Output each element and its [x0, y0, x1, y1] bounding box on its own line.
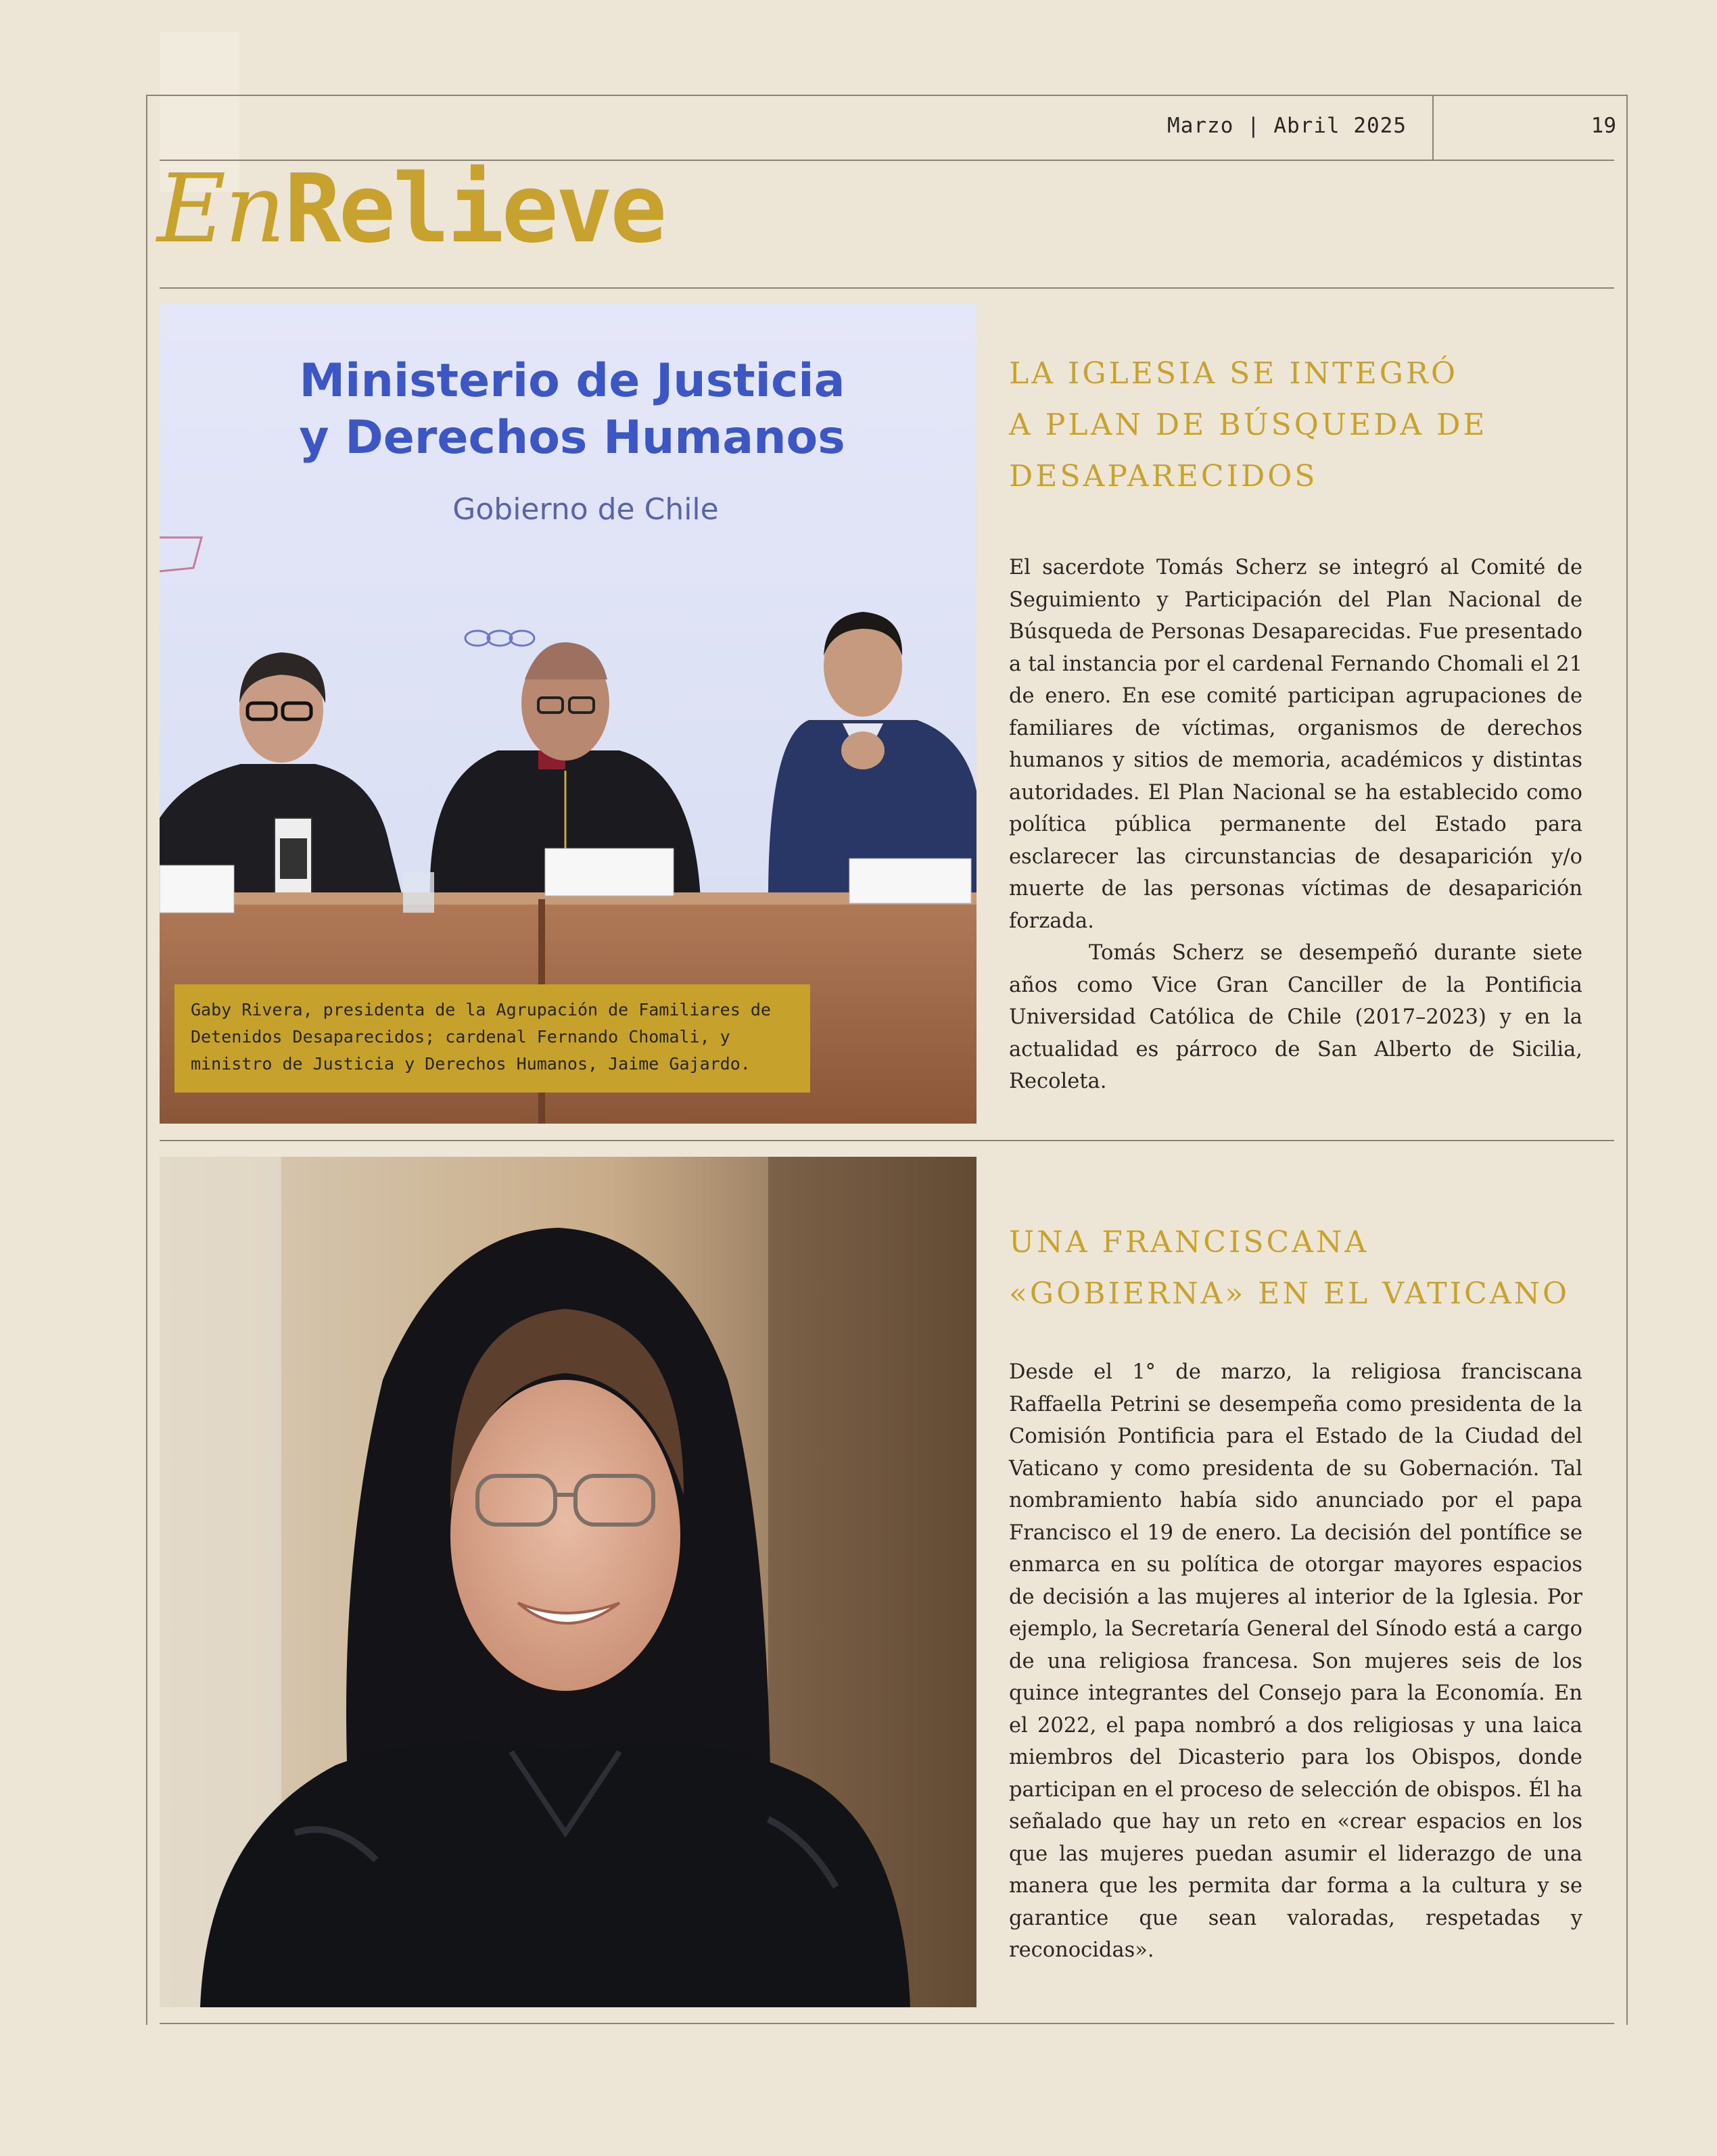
article2-headline [1009, 1217, 1618, 1320]
section-masthead [157, 154, 665, 264]
photo-caption: Gaby Rivera, presidenta de la Agrupación de Familiares de Detenidos Desaparecidos; cardenal Fernando Chomali, y ministro de Justicia y Derechos Humanos, Jaime Gajardo. [174, 984, 810, 1093]
article2-paragraph: Desde el 1° de marzo, la religiosa franciscana Raffaella Petrini se desempeña como presidenta de la Comisión Pontificia para el Estado de la Ciudad del Vaticano y como presidenta de su Gobernación. Tal nombramiento había sido anunciado por el papa Francisco el 19 de enero. La decisión del pontífice se enmarca en su política de otorgar mayores espacios de decisión a las mujeres al interior de la Iglesia. Por ejemplo, la Secretaría General del Sínodo está a cargo de una religiosa francesa. Son mujeres seis de los quince integrantes del Consejo para la Economía. En el 2022, el papa nombró a dos religiosas y una laica miembros del Dicasterio para los Obispos, donde participan en el proceso de selección de obispos. Él ha señalado que hay un reto en «crear espacios en los que las mujeres puedan asumir el liderazgo de una manera que les permita dar forma a la cultura y se garantice que sean valoradas, respetadas y reconocidas». [1009, 1360, 1582, 1962]
article1-body [1009, 552, 1582, 1098]
header-divider [1432, 95, 1434, 161]
nun-portrait-photo-art [160, 1157, 977, 2007]
nun-portrait-photo [160, 1157, 977, 2007]
banner-line1: Ministerio de Justicia [299, 354, 845, 408]
article1-paragraph: El sacerdote Tomás Scherz se integró al Comité de Seguimiento y Participación del Plan Nacional de Búsqueda de Personas Desaparecidas. Fue presentado a tal instancia por el cardenal Fernando Chomali el 21 de enero. En ese comité participan agrupaciones de familiares de víctimas, organismos de derechos humanos y sitios de memoria, académicos y distintas autoridades. El Plan Nacional se ha establecido como política pública permanente del Estado para esclarecer las circunstancias de desaparición y/o muerte de las personas víctimas de desaparición forzada. [1009, 556, 1582, 933]
left-frame-rule [146, 95, 147, 2025]
banner-sub: Gobierno de Chile [452, 492, 719, 527]
section-divider-rule [160, 1140, 1614, 1141]
article1-paragraph: Tomás Scherz se desempeñó durante siete años como Vice Gran Canciller de la Pontificia Universidad Católica de Chile (2017–2023) y en la actualidad es párroco de San Alberto de Sicilia, Recoleta. [1009, 941, 1582, 1093]
masthead-rule [160, 287, 1614, 289]
article1-headline-line: DESAPARECIDOS [1009, 459, 1318, 494]
right-frame-rule [1626, 95, 1628, 2025]
article1-headline-line: A PLAN DE BÚSQUEDA DE [1009, 408, 1488, 442]
banner-line2: y Derechos Humanos [299, 411, 845, 464]
article1-headline-line: LA IGLESIA SE INTEGRÓ [1009, 356, 1459, 391]
masthead-bold: Relieve [284, 154, 665, 264]
article2-body [1009, 1356, 1582, 1967]
article2-headline-line: UNA FRANCISCANA [1009, 1225, 1369, 1260]
article1-headline [1009, 348, 1618, 502]
masthead-italic: En [157, 154, 285, 264]
article2-headline-line: «GOBIERNA» EN EL VATICANO [1009, 1276, 1570, 1311]
issue-date: Marzo | Abril 2025 [1167, 114, 1407, 138]
face-shape [450, 1380, 680, 1691]
bottom-rule [160, 2023, 1614, 2024]
top-rule [146, 95, 1628, 96]
page-number: 19 [1591, 114, 1616, 138]
